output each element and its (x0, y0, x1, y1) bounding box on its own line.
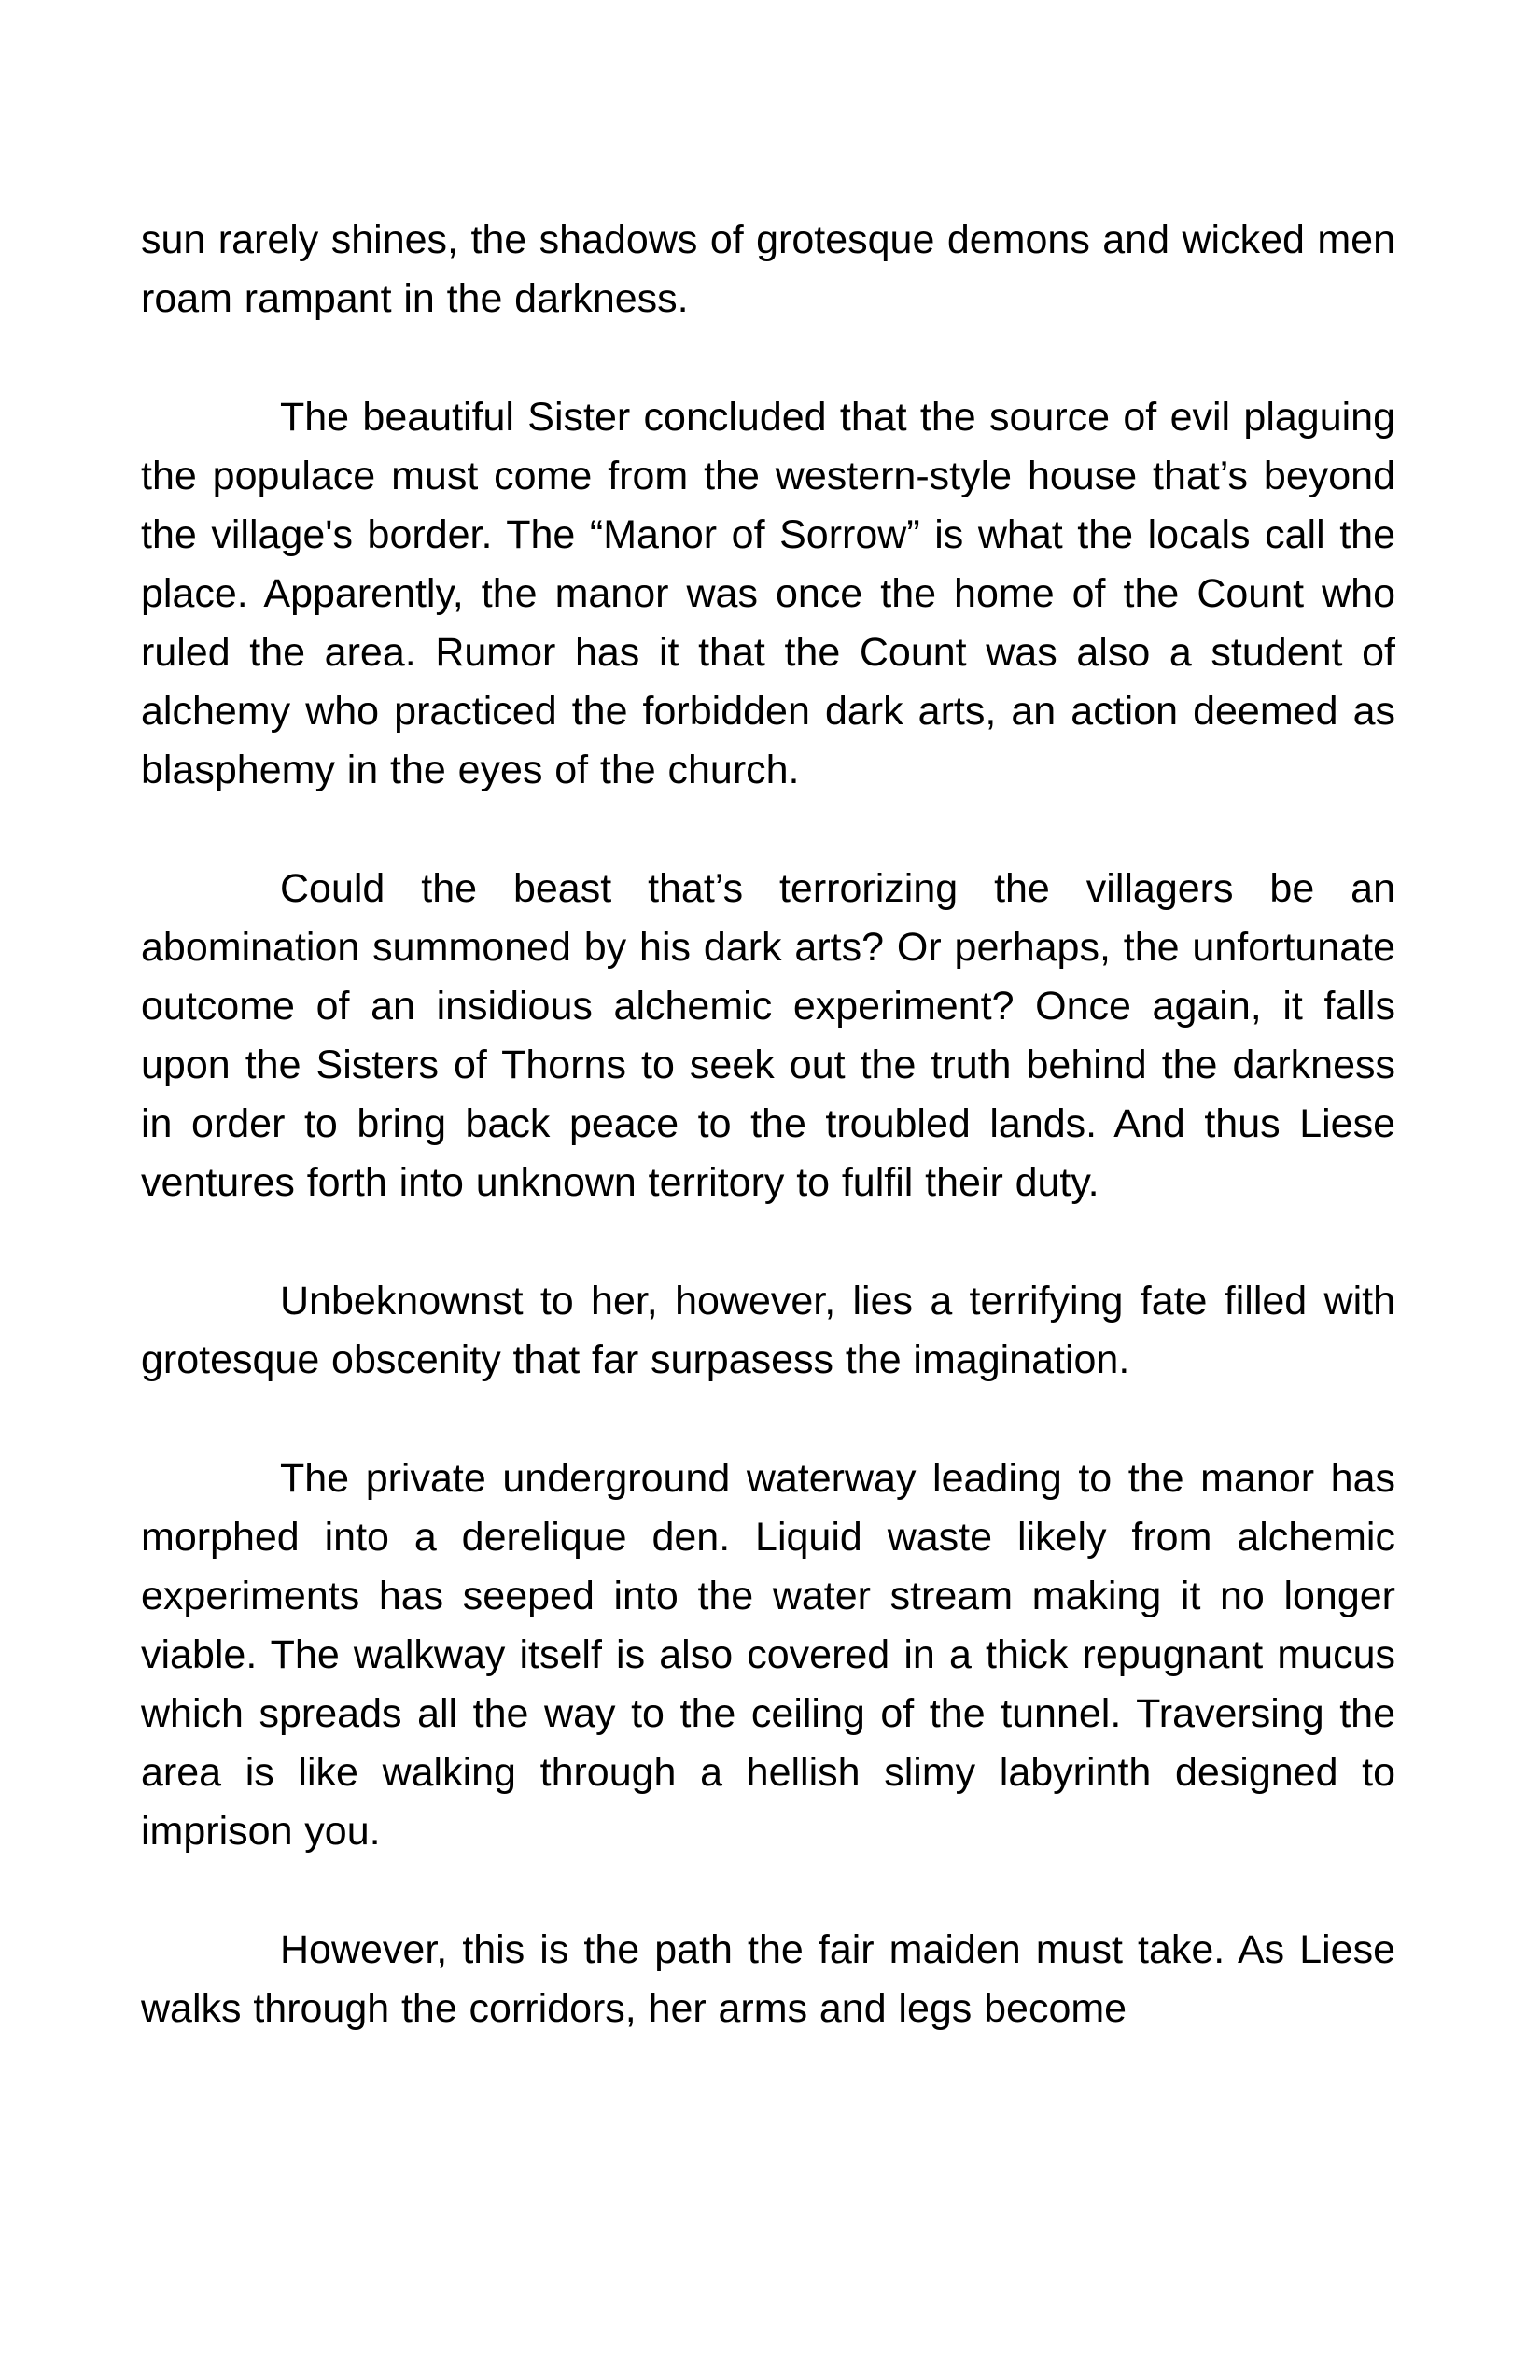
paragraph-3: Could the beast that’s terrorizing the villagers be an abomination summoned by his dark arts? Or perhaps, the unfortunate outcome of an insidious alchemic experiment? Once again, it falls upon the Sisters of Thorns to seek out the truth behind the darkness in order to bring back peace to the troubled lands. And thus Liese ventures forth into unknown territory to fulfil their duty. (141, 866, 1395, 1205)
paragraph-1: sun rarely shines, the shadows of grotesque demons and wicked men roam rampant in the darkness. (141, 217, 1395, 321)
paragraph-2: The beautiful Sister concluded that the source of evil plaguing the populace must come from the western-style house that’s beyond the village's border. The “Manor of Sorrow” is what the locals call the place. Apparently, the manor was once the home of the Count who ruled the area. Rumor has it that the Count was also a student of alchemy who practiced the forbidden dark arts, an action deemed as blasphemy in the eyes of the church. (141, 395, 1395, 792)
paragraph-6: However, this is the path the fair maiden must take. As Liese walks through the corridors, her arms and legs become (141, 1927, 1395, 2031)
paragraph-5: The private underground waterway leading to the manor has morphed into a derelique den. Liquid waste likely from alchemic experiments has seeped into the water stream making it no longer viable. The walkway itself is also covered in a thick repugnant mucus which spreads all the way to the ceiling of the tunnel. Traversing the area is like walking through a hellish slimy labyrinth designed to imprison you. (141, 1456, 1395, 1854)
paragraph-4: Unbeknownst to her, however, lies a terrifying fate filled with grotesque obscenity that far surpasess the imagination. (141, 1279, 1395, 1382)
